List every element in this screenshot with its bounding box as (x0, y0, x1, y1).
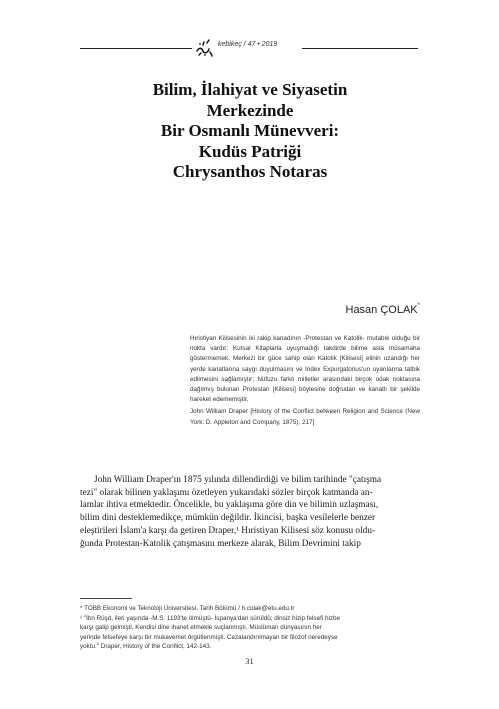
header-rule-right (302, 48, 418, 49)
title-line: Merkezinde (206, 100, 294, 120)
body-text (80, 474, 420, 550)
page-number: 31 (245, 656, 254, 666)
body-line: bilim dini desteklemedikçe, mümkün değildir. İkincisi, başka vesilelerle benzer (80, 513, 376, 524)
author-footnote-mark: * (417, 303, 420, 309)
title-line: Bir Osmanlı Münevveri: (160, 121, 340, 140)
body-line: John William Draper'ın 1875 yılında dillendirdiği ve bilim tarihinde "çatışma (94, 475, 382, 485)
title-line: Chrysanthos Notaras (172, 162, 328, 181)
body-line: ğunda Protestan-Katolik çatışmasını merkeze alarak, Bilim Devrimini takip (80, 538, 361, 549)
footnote-line: yerinde felsefeye karşı bir mukavemet örgütlenmişti. Cezalandırılmayan bir filozof neredeyse (80, 633, 338, 641)
author-name-text: Hasan ÇOLAK (345, 304, 418, 316)
footnote-line: yoktu." Draper, History of the Conflict, 142-143. (80, 643, 212, 651)
journal-logo-icon (194, 36, 214, 58)
article-title (60, 80, 440, 183)
body-line: lamlar ihtiva etmektedir. Öncelikle, bu yaklaşıma göre din ve bilimin uzlaşması, (80, 500, 379, 511)
journal-issue: kebikeç / 47 • 2019 (218, 41, 278, 48)
title-line: Kudüs Patriği (198, 141, 302, 161)
header-rule-left (80, 48, 192, 49)
epigraph-text: Hıristiyan Kilisesinin iki rakip kanadının -Protestan ve Katolik- mutabık olduğu bir nokta vardır: Kutsal Kitaplarla uyuşmadığı takdirde bilime asla müsamaha göstermemek. Merkezi bir güce sahip olan Katolik [Kilisesi] elinin uzandığı her yerde kanatlarına saygı duyulmasını ve Index Expurgatorius'un uyarılarına tatbik edilmesini sağlamıştır; Nüfuzu farklı milletler arasındaki birçok odak noktasına dağılmış bulunan Protestan [Kilisesi] böylesine doğrudan ve kanatlı bir şekilde hareket edememiştir. (190, 335, 420, 404)
epigraph-source: John William Draper [History of the Conflict between Religion and Science (New York: D. Appleton and Company, 1875), 217] (190, 408, 420, 426)
epigraph (190, 334, 420, 428)
footnote-line: * TOBB Ekonomi ve Teknoloji Üniversitesi, Tarih Bölümü / h.colak@etu.edu.tr (80, 605, 295, 612)
footnote-line: karşı galip gelmişti. Kendisi dine ihanet etmekle suçlanmıştı. Müslüman dünyasının her (80, 624, 322, 632)
footnotes (80, 604, 420, 652)
title-line: Bilim, İlahiyat ve Siyasetin (152, 80, 348, 99)
body-line: eleştirileri İslam'a karşı da getiren Draper,¹ Hıristiyan Kilisesi söz konusu oldu- (80, 525, 376, 536)
footnote-rule (80, 598, 132, 599)
footnote-line: ¹ "İbn Rüşd, ileri yaşında -M.S. 1193'te ölmüştü- İspanya'dan sürüldü; dinsiz hizip felsefi hizbe (80, 614, 341, 622)
author-name (346, 304, 421, 316)
body-line: tezi" olarak bilinen yaklaşımı özetleyen yukarıdaki sözler birçok katmanda an- (80, 487, 373, 498)
